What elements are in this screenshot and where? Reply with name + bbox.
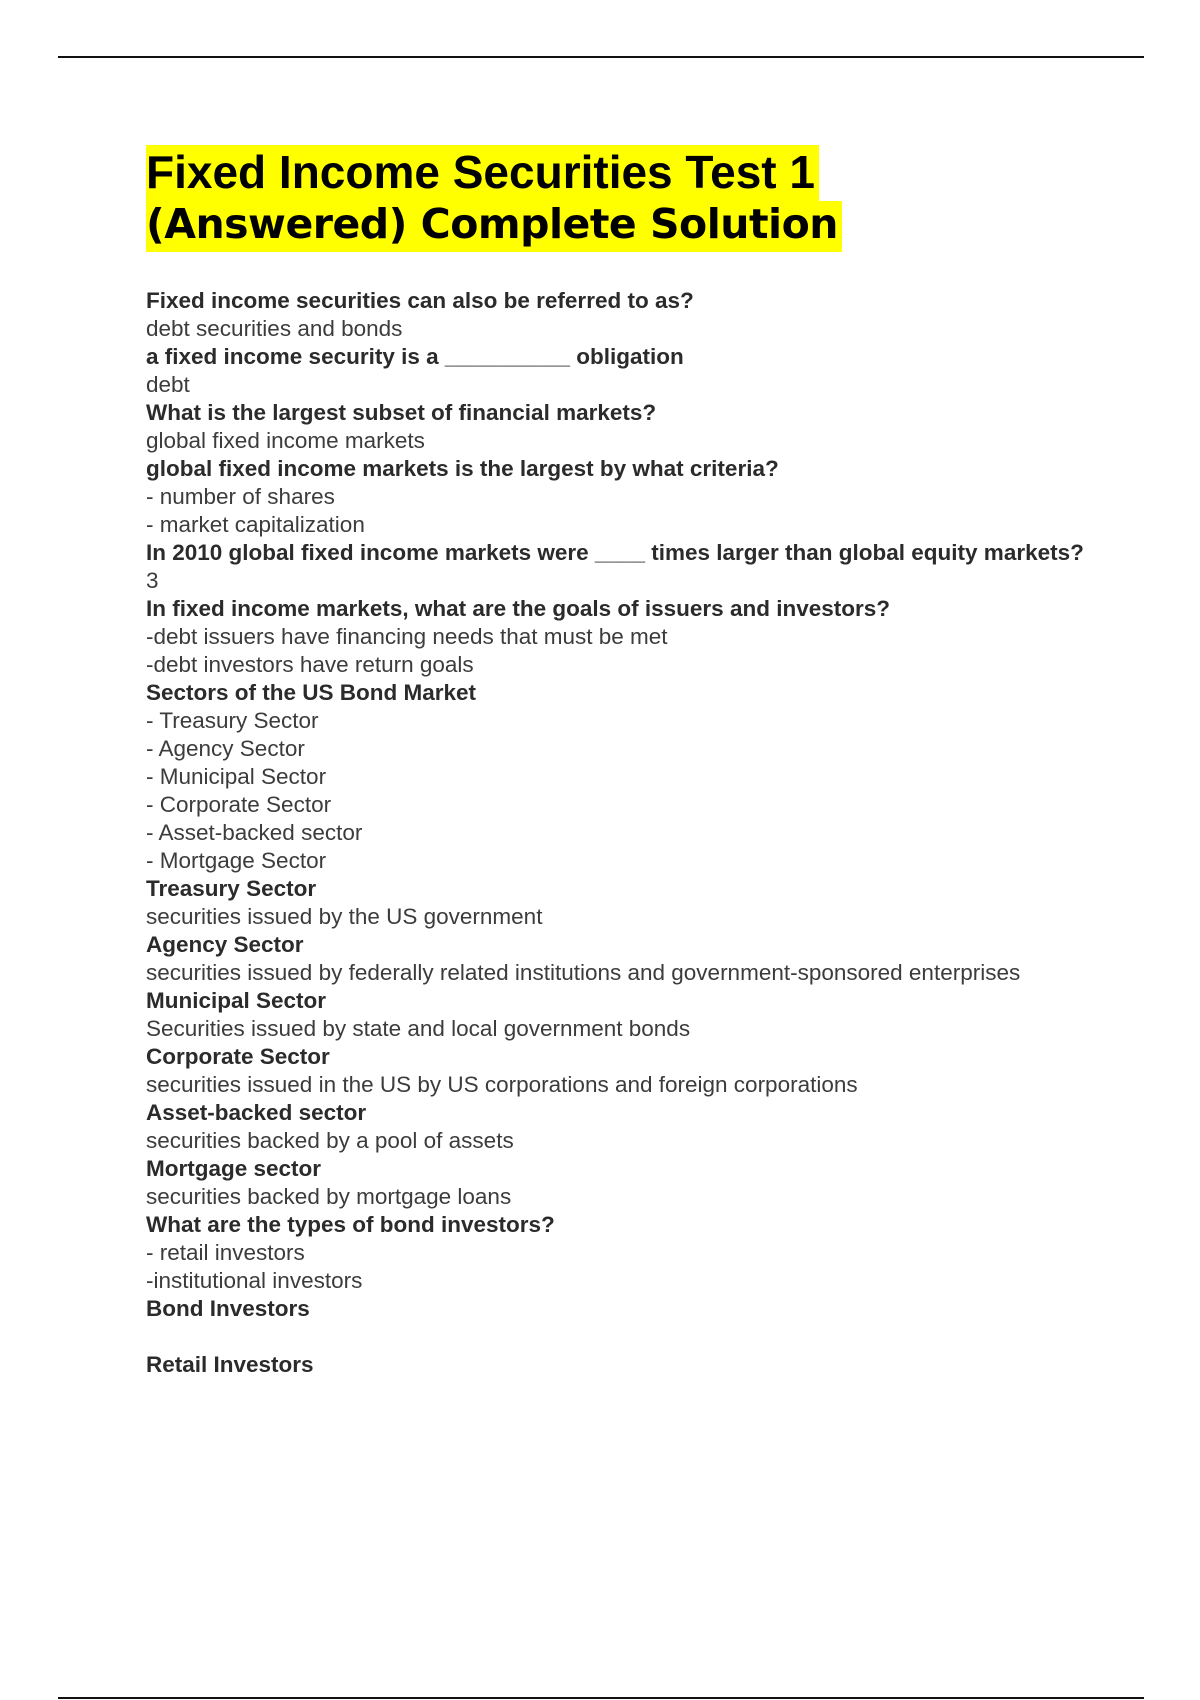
question: global fixed income markets is the largest by what criteria?	[146, 456, 779, 481]
blank-line	[146, 1323, 1106, 1351]
answer-line: securities backed by a pool of assets	[146, 1128, 514, 1153]
answer-line: securities backed by mortgage loans	[146, 1184, 512, 1209]
question: Retail Investors	[146, 1352, 314, 1377]
footer-rule	[58, 1697, 1144, 1699]
answer-line: securities issued by the US government	[146, 904, 543, 929]
question: Treasury Sector	[146, 876, 317, 901]
answer-line: - number of shares	[146, 484, 335, 509]
answer-line: securities issued in the US by US corporations and foreign corporations	[146, 1072, 858, 1097]
answer-line: debt	[146, 372, 190, 397]
question: Municipal Sector	[146, 988, 327, 1013]
question: Mortgage sector	[146, 1156, 322, 1181]
answer-line: - market capitalization	[146, 512, 365, 537]
answer-line: -institutional investors	[146, 1268, 363, 1293]
answer-line: global fixed income markets	[146, 428, 425, 453]
question: a fixed income security is a __________ obligation	[146, 344, 684, 369]
header-rule	[58, 56, 1144, 58]
question: Asset-backed sector	[146, 1100, 367, 1125]
answer-line: debt securities and bonds	[146, 316, 403, 341]
question: In fixed income markets, what are the goals of issuers and investors?	[146, 596, 890, 621]
question: Fixed income securities can also be referred to as?	[146, 288, 694, 313]
answer-line: securities issued by federally related institutions and government-sponsored enterprises	[146, 960, 1021, 985]
question: What are the types of bond investors?	[146, 1212, 555, 1237]
answer-line: - Asset-backed sector	[146, 820, 363, 845]
answer-line: Securities issued by state and local government bonds	[146, 1016, 691, 1041]
title-line-2: (Answered) Complete Solution	[146, 201, 842, 252]
answer-line: 3	[146, 568, 159, 593]
question: Sectors of the US Bond Market	[146, 680, 477, 705]
question: Corporate Sector	[146, 1044, 330, 1069]
answer-line: - Corporate Sector	[146, 792, 332, 817]
answer-line: - Treasury Sector	[146, 708, 319, 733]
answer-line: -debt issuers have financing needs that must be met	[146, 624, 668, 649]
answer-line: - retail investors	[146, 1240, 305, 1265]
question: Bond Investors	[146, 1296, 310, 1321]
answer-line: - Mortgage Sector	[146, 848, 327, 873]
qa-list	[146, 287, 1106, 1379]
answer-line: -debt investors have return goals	[146, 652, 474, 677]
question: Agency Sector	[146, 932, 304, 957]
answer-line: - Municipal Sector	[146, 764, 327, 789]
question: In 2010 global fixed income markets were ____ times larger than global equity markets?	[146, 540, 1084, 565]
document-title	[146, 145, 842, 252]
title-line-1: Fixed Income Securities Test 1	[146, 145, 819, 201]
question: What is the largest subset of financial markets?	[146, 400, 657, 425]
answer-line: - Agency Sector	[146, 736, 305, 761]
